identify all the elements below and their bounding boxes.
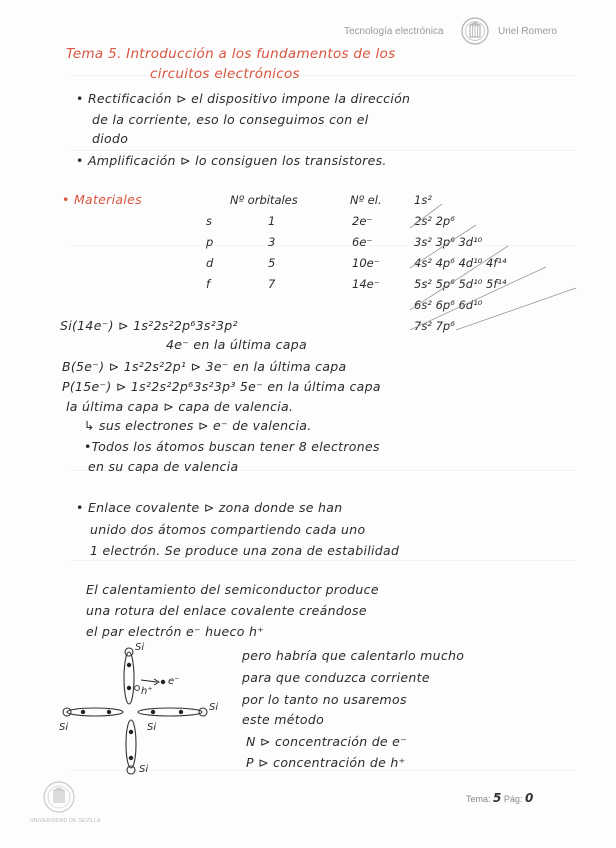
university-logo-icon bbox=[42, 780, 76, 814]
n-concentration-line: N ⊳ concentración de e⁻ bbox=[246, 734, 408, 749]
p-config-line: P(15e⁻) ⊳ 1s²2s²2p⁶3s²3p³ 5e⁻ en la última capa bbox=[62, 379, 381, 394]
hole-label: h⁺ bbox=[141, 686, 153, 697]
university-seal-icon bbox=[460, 16, 490, 46]
rectification-line3: diodo bbox=[92, 131, 129, 146]
col-electrons-header: Nº el. bbox=[350, 193, 382, 207]
amplification-line: • Amplificación ⊳ lo consiguen los transistores. bbox=[76, 153, 387, 168]
valence-line1: la última capa ⊳ capa de valencia. bbox=[66, 399, 294, 414]
footer-logo-text: UNIVERSIDAD DE SEVILLA bbox=[30, 818, 101, 824]
heating-right-line1: pero habría que calentarlo mucho bbox=[242, 648, 465, 663]
config-row: 2s² 2p⁶ bbox=[414, 214, 455, 228]
si-config-line2: 4e⁻ en la última capa bbox=[166, 337, 307, 352]
orbital-letter: f bbox=[206, 277, 211, 291]
octet-line2: en su capa de valencia bbox=[88, 459, 239, 474]
si-right-label: Si bbox=[209, 702, 219, 713]
header-author: Uriel Romero bbox=[498, 26, 557, 37]
heating-right-line3: por lo tanto no usaremos bbox=[242, 692, 407, 707]
ghost-line bbox=[70, 560, 576, 561]
footer-page-info bbox=[466, 791, 533, 805]
valence-line2: ↳ sus electrones ⊳ e⁻ de valencia. bbox=[84, 418, 312, 433]
orbital-electrons: 6e⁻ bbox=[352, 235, 373, 249]
p-concentration-line: P ⊳ concentración de h⁺ bbox=[246, 755, 406, 770]
config-row: 3s² 3p⁶ 3d¹⁰ bbox=[414, 235, 483, 249]
orbital-count: 7 bbox=[268, 277, 276, 291]
orbital-letter: s bbox=[206, 214, 212, 228]
config-row: 5s² 5p⁶ 5d¹⁰ 5f¹⁴ bbox=[414, 277, 507, 291]
b-config-line: B(5e⁻) ⊳ 1s²2s²2p¹ ⊳ 3e⁻ en la última capa bbox=[62, 359, 347, 374]
heating-line1: El calentamiento del semiconductor produce bbox=[86, 582, 379, 597]
config-row: 7s² 7p⁶ bbox=[414, 319, 455, 333]
covalent-bond-lattice-icon bbox=[55, 640, 235, 780]
heating-right-line2: para que conduzca corriente bbox=[242, 670, 430, 685]
silicon-lattice-diagram bbox=[55, 640, 235, 780]
config-row: 6s² 6p⁶ 6d¹⁰ bbox=[414, 298, 483, 312]
heating-line3: el par electrón e⁻ hueco h⁺ bbox=[86, 624, 265, 639]
si-center-label: Si bbox=[147, 722, 157, 733]
heating-line2: una rotura del enlace covalente creándose bbox=[86, 603, 367, 618]
heating-right-line4: este método bbox=[242, 712, 325, 727]
si-top-label: Si bbox=[135, 642, 145, 653]
orbital-electrons: 14e⁻ bbox=[352, 277, 380, 291]
orbital-electrons: 2e⁻ bbox=[352, 214, 373, 228]
orbital-count: 3 bbox=[268, 235, 276, 249]
footer-pag-label: Pág: bbox=[503, 794, 523, 804]
config-row: 1s² bbox=[414, 193, 432, 207]
covalent-line1: • Enlace covalente ⊳ zona donde se han bbox=[76, 500, 343, 515]
orbital-count: 1 bbox=[268, 214, 276, 228]
si-left-label: Si bbox=[59, 722, 69, 733]
page-title-line2: circuitos electrónicos bbox=[150, 66, 300, 82]
octet-line1: •Todos los átomos buscan tener 8 electrones bbox=[84, 439, 380, 454]
header-subject: Tecnología electrónica bbox=[344, 26, 444, 37]
ghost-line bbox=[70, 150, 576, 151]
si-bottom-label: Si bbox=[139, 764, 149, 775]
orbital-letter: d bbox=[206, 256, 214, 270]
aufbau-diagonal-arrows-icon bbox=[396, 200, 596, 335]
rectification-line1: • Rectificación ⊳ el dispositivo impone la dirección bbox=[76, 91, 411, 106]
footer-pag-value: 0 bbox=[524, 791, 534, 805]
covalent-line3: 1 electrón. Se produce una zona de estabilidad bbox=[90, 543, 400, 558]
rectification-line2: de la corriente, eso lo conseguimos con el bbox=[92, 112, 369, 127]
orbital-letter: p bbox=[206, 235, 214, 249]
footer-tema-label: Tema: bbox=[466, 794, 491, 804]
covalent-line2: unido dos átomos compartiendo cada uno bbox=[90, 522, 366, 537]
orbital-electrons: 10e⁻ bbox=[352, 256, 380, 270]
electron-label: e⁻ bbox=[168, 676, 180, 687]
materials-label: • Materiales bbox=[62, 192, 142, 207]
config-row: 4s² 4p⁶ 4d¹⁰ 4f¹⁴ bbox=[414, 256, 507, 270]
orbital-count: 5 bbox=[268, 256, 276, 270]
page-title-line1: Tema 5. Introducción a los fundamentos de los bbox=[66, 46, 396, 62]
ghost-line bbox=[70, 75, 576, 76]
col-orbitals-header: Nº orbitales bbox=[230, 193, 298, 207]
si-config-line1: Si(14e⁻) ⊳ 1s²2s²2p⁶3s²3p² bbox=[60, 318, 238, 333]
footer-tema-value: 5 bbox=[493, 791, 502, 805]
